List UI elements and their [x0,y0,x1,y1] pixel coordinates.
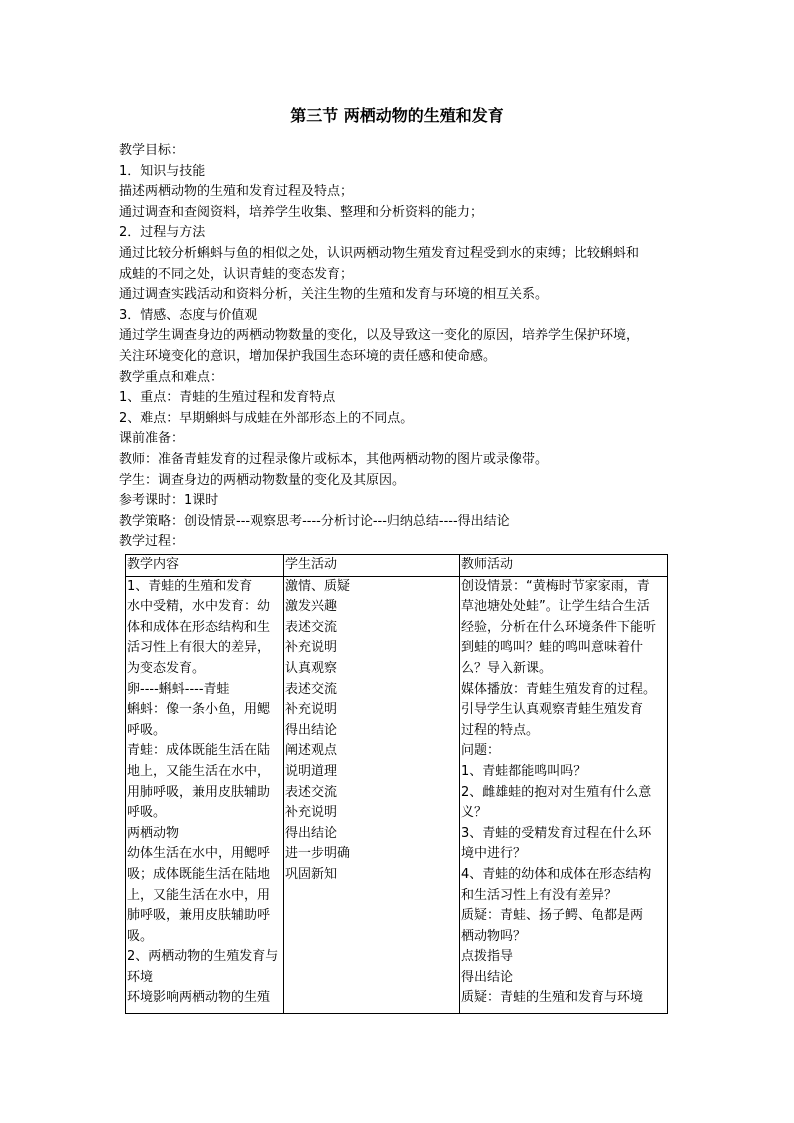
cell-text-line: 进一步明确 [285,846,351,862]
cell-text-line: 活习性上有很大的差异， [127,640,271,656]
cell-text-line: 上，又能生活在水中，用 [127,887,271,903]
teaching-process-table [125,554,668,1014]
cell-text-line: 吸。 [127,928,154,944]
cell-text-line: 体和成体在形态结构和生 [127,619,271,635]
student-activity-cell [284,576,460,1013]
text-line: 3．情感、态度与价值观 [119,307,258,323]
cell-text-line: 义？ [461,805,488,821]
cell-text-line: 激发兴趣 [285,599,338,615]
cell-text-line: 表述交流 [285,681,338,697]
text-line: 教师：准备青蛙发育的过程录像片或标本，其他两栖动物的图片或录像带。 [119,451,549,467]
cell-text-line: 肺呼吸，兼用皮肤辅助呼 [127,908,271,924]
cell-text-line: 点拨指导 [461,949,514,965]
cell-text-line: 经验，分析在什么环境条件下能听 [461,619,657,635]
cell-text-line: 2、雌雄蛙的抱对对生殖有什么意 [461,784,652,800]
text-line: 2．过程与方法 [119,225,206,241]
cell-text-line: 为变态发育。 [127,660,206,676]
cell-text-line: 用肺呼吸，兼用皮肤辅助 [127,784,271,800]
cell-text-line: 媒体播放：青蛙生殖发育的过程。 [461,681,657,697]
header-teacher-activity: 教师活动 [460,555,668,577]
cell-text-line: 得出结论 [461,969,514,985]
cell-text-line: 蝌蚪：像一条小鱼，用鳃 [127,702,271,718]
cell-text-line: 1、青蛙的生殖和发育 [127,578,253,594]
cell-text-line: 环境影响两栖动物的生殖 [127,990,271,1006]
cell-text-line: 草池塘处处蛙”。让学生结合生活 [461,599,650,615]
cell-text-line: 补充说明 [285,702,338,718]
cell-text-line: 呼吸。 [127,722,167,738]
text-line: 学生：调查身边的两栖动物数量的变化及其原因。 [119,472,406,488]
cell-text-line: 和生活习性上有没有差异？ [461,887,618,903]
cell-text-line: 表述交流 [285,784,338,800]
text-line: 1、重点：青蛙的生殖过程和发育特点 [119,390,336,406]
text-line: 成蛙的不同之处，认识青蛙的变态发育； [119,266,354,282]
page-title: 第三节 两栖动物的生殖和发育 [290,106,504,125]
cell-text-line: 巩固新知 [285,866,338,882]
text-line: 通过调查和查阅资料，培养学生收集、整理和分析资料的能力； [119,204,484,220]
table-row [126,576,668,1013]
cell-text-line: 补充说明 [285,640,338,656]
text-line: 课前准备： [119,431,185,447]
cell-text-line: 境中进行？ [461,846,527,862]
header-student-activity: 学生活动 [284,555,460,577]
cell-text-line: 吸；成体既能生活在陆地 [127,866,271,882]
cell-text-line: 创设情景：“黄梅时节家家雨，青 [461,578,650,594]
text-line: 通过调查实践活动和资料分析，关注生物的生殖和发育与环境的相互关系。 [119,287,549,303]
cell-text-line: 4、青蛙的幼体和成体在形态结构 [461,866,652,882]
cell-text-line: 认真观察 [285,660,338,676]
cell-text-line: 补充说明 [285,805,338,821]
cell-text-line: 卵----蝌蚪----青蛙 [127,681,230,697]
teaching-content-cell [126,576,284,1013]
cell-text-line: 到蛙的鸣叫？蛙的鸣叫意味着什 [461,640,644,656]
text-line: 描述两栖动物的生殖和发育过程及特点； [119,184,354,200]
cell-text-line: 质疑：青蛙、扬子鳄、龟都是两 [461,908,644,924]
text-line: 教学目标： [119,143,185,158]
cell-text-line: 得出结论 [285,722,338,738]
cell-text-line: 质疑：青蛙的生殖和发育与环境 [461,990,644,1006]
cell-text-line: 过程的特点。 [461,722,540,738]
cell-text-line: 环境 [127,969,154,985]
text-line: 教学重点和难点： [119,369,224,385]
cell-text-line: 问题： [461,743,501,759]
cell-text-line: 水中受精，水中发育：幼 [127,599,271,615]
header-teaching-content: 教学内容 [126,555,284,577]
text-line: 通过学生调查身边的两栖动物数量的变化，以及导致这一变化的原因，培养学生保护环境， [119,328,640,344]
cell-text-line: 阐述观点 [285,743,338,759]
cell-text-line: 3、青蛙的受精发育过程在什么环 [461,825,652,841]
cell-text-line: 表述交流 [285,619,338,635]
lesson-body [119,141,679,553]
cell-text-line: 两栖动物 [127,825,180,841]
cell-text-line: 2、两栖动物的生殖发育与 [127,949,279,965]
text-line: 教学过程： [119,534,185,550]
cell-text-line: 呼吸。 [127,805,167,821]
text-line: 关注环境变化的意识，增加保护我国生态环境的责任感和使命感。 [119,348,497,364]
cell-text-line: 青蛙：成体既能生活在陆 [127,743,271,759]
text-line: 参考课时：1课时 [119,493,219,509]
cell-text-line: 1、青蛙都能鸣叫吗？ [461,763,587,779]
text-line: 教学策略：创设情景---观察思考----分析讨论---归纳总结----得出结论 [119,513,510,529]
text-line: 1．知识与技能 [119,163,206,179]
text-line: 通过比较分析蝌蚪与鱼的相似之处，认识两栖动物生殖发育过程受到水的束缚；比较蝌蚪和 [119,245,640,261]
cell-text-line: 栖动物吗？ [461,928,527,944]
teacher-activity-cell [460,576,668,1013]
cell-text-line: 么？导入新课。 [461,660,553,676]
cell-text-line: 说明道理 [285,763,338,779]
cell-text-line: 幼体生活在水中，用鳃呼 [127,846,271,862]
cell-text-line: 引导学生认真观察青蛙生殖发育 [461,702,644,718]
cell-text-line: 地上，又能生活在水中， [127,763,271,779]
cell-text-line: 得出结论 [285,825,338,841]
table-header-row [126,555,668,577]
cell-text-line: 激情、质疑 [285,578,351,594]
text-line: 2、难点：早期蝌蚪与成蛙在外部形态上的不同点。 [119,410,414,426]
